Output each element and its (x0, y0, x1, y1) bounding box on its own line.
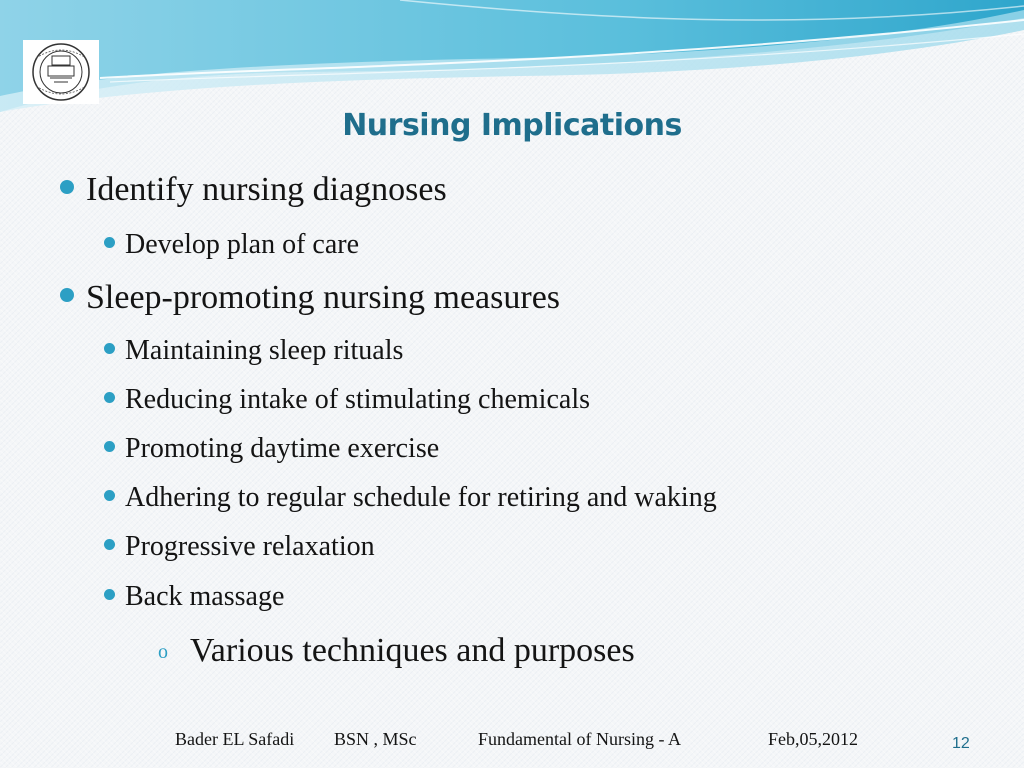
sub-bullet-item: Promoting daytime exercise (104, 433, 439, 465)
page-number: 12 (952, 735, 970, 752)
sub-bullet-item: Reducing intake of stimulating chemicals (104, 384, 590, 416)
university-logo (23, 40, 99, 104)
bullet-dot-icon (104, 237, 115, 248)
bullet-dot-icon (104, 490, 115, 501)
sub-bullet-item: Develop plan of care (104, 229, 359, 261)
bullet-dot-icon (104, 441, 115, 452)
sub-bullet-item: Adhering to regular schedule for retiring and waking (104, 482, 717, 514)
header-swoosh-decoration (0, 0, 1024, 120)
bullet-dot-icon (104, 539, 115, 550)
footer-author: Bader EL Safadi (175, 729, 295, 749)
bullet-item: Sleep-promoting nursing measures (60, 279, 560, 317)
sub-bullet-item: Maintaining sleep rituals (104, 335, 403, 367)
bullet-dot-icon (104, 589, 115, 600)
bullet-dot-icon (60, 288, 74, 302)
ring-bullet-icon: o (158, 641, 168, 663)
bullet-dot-icon (104, 343, 115, 354)
slide-title: Nursing Implications (342, 108, 682, 143)
bullet-item: Identify nursing diagnoses (60, 171, 447, 209)
bullet-dot-icon (60, 180, 74, 194)
sub-bullet-item: Progressive relaxation (104, 531, 375, 563)
sub-sub-bullet-item: o Various techniques and purposes (158, 632, 635, 669)
bullet-dot-icon (104, 392, 115, 403)
footer-date: Feb,05,2012 (768, 729, 858, 749)
university-seal-icon (26, 42, 96, 102)
sub-bullet-item: Back massage (104, 581, 284, 613)
footer-course: Fundamental of Nursing - A (478, 729, 681, 749)
footer-degree: BSN , MSc (334, 729, 417, 749)
